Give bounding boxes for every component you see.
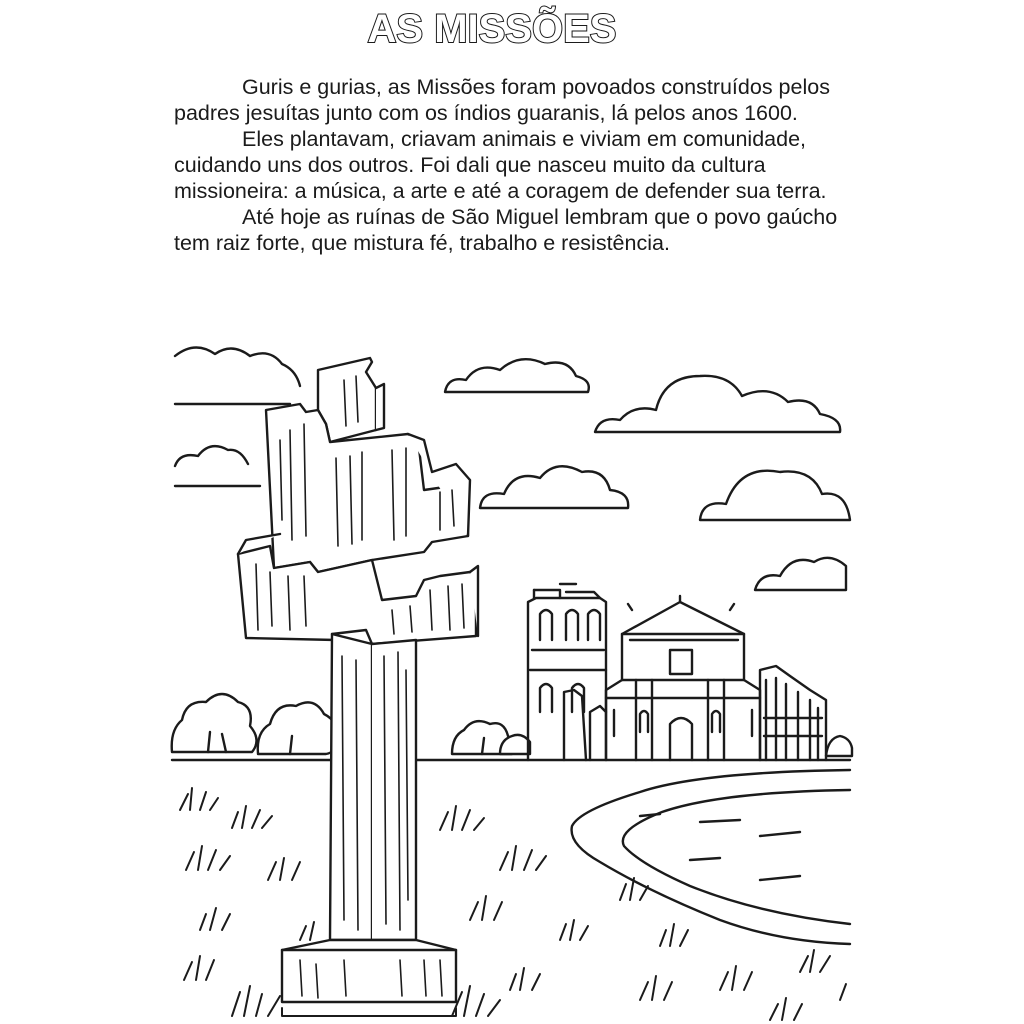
paragraph-3: Até hoje as ruínas de São Miguel lembram que o povo gaúcho tem raiz forte, que mistura fé, trabalho e resistência.	[174, 205, 838, 255]
sao-miguel-ruins-icon	[528, 584, 826, 760]
coloring-illustration	[0, 340, 1024, 1024]
paragraph-1: Guris e gurias, as Missões foram povoados construídos pelos padres jesuítas junto com os índios guaranis, lá pelos anos 1600.	[174, 75, 830, 125]
cloud-icon	[755, 558, 846, 590]
cloud-icon	[445, 359, 589, 392]
tree-icon	[452, 721, 530, 754]
page-title-text: AS MISSÕES	[367, 7, 617, 50]
illustration-svg	[0, 340, 1024, 1024]
cloud-icon	[480, 466, 628, 508]
body-text	[174, 74, 864, 256]
tree-icon	[826, 736, 852, 756]
river-icon	[572, 770, 850, 944]
cloud-icon	[700, 471, 850, 520]
page-title-container	[0, 4, 1024, 50]
page-title	[0, 4, 1024, 50]
paragraph-2: Eles plantavam, criavam animais e viviam em comunidade, cuidando uns dos outros. Foi dali que nasceu muito da cultura missioneira: a música, a arte e até a coragem de defender sua terra.	[174, 127, 827, 203]
tree-icon	[258, 702, 336, 754]
cloud-icon	[175, 347, 300, 404]
cloud-icon	[595, 376, 840, 432]
tree-icon	[172, 694, 257, 752]
cloud-icon	[175, 446, 260, 486]
